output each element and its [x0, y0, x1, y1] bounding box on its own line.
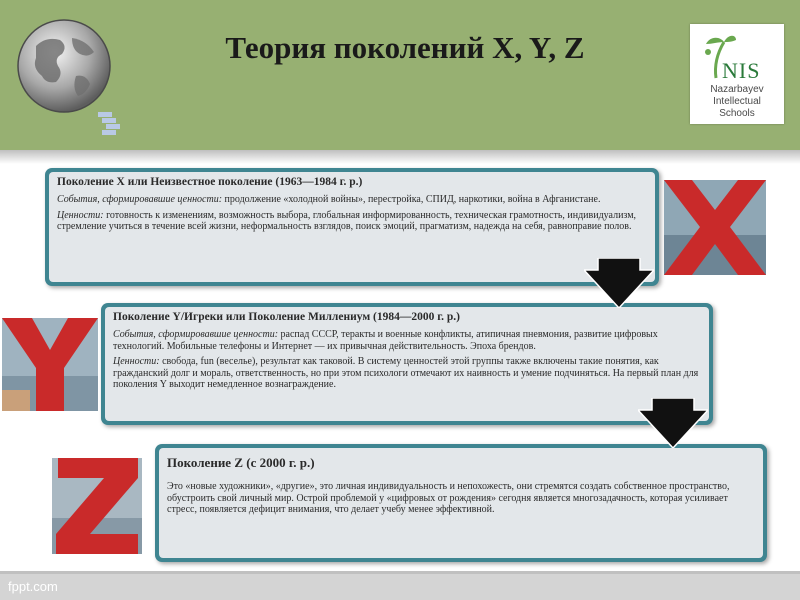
header-shadow [0, 150, 800, 164]
card-title: Поколение Y/Игреки или Поколение Миллениум (1984—2000 г. р.) [113, 311, 461, 323]
page-title: Теория поколений X, Y, Z [225, 30, 585, 65]
values-paragraph: Ценности: свобода, fun (веселье), результат как таковой. В систему ценностей этой группы также включены такие понятия, как гражданский долг и мораль, ответственность, но при этом психологи отмечают их наивность и умение подчиняться. На первый план для поколения Y выходит немедленное вознаграждение. [113, 356, 699, 390]
letter-z-image [52, 458, 142, 554]
card-generation-y [101, 303, 713, 425]
arrow-down-icon [584, 258, 654, 308]
nis-logo [690, 24, 784, 124]
description-paragraph: Это «новые художники», «другие», это личная индивидуальность и непохожесть, они стремятся создать собственное пространство, обустроить свой личный мир. Острой проблемой у «цифровых от рождения» сегодня является многозадачность, которая усиливает стресс, появляется дефицит внимания, что делает учебу менее эффективной. [167, 481, 730, 515]
events-paragraph: События, сформировавшие ценности: продолжение «холодной войны», перестройка, СПИД, наркотики, война в Афганистане. [57, 194, 601, 205]
logo-abbr: NIS [722, 58, 761, 83]
card-title: Поколение X или Неизвестное поколение (1963—1984 г. р.) [57, 176, 363, 188]
values-paragraph: Ценности: готовность к изменениям, возможность выбора, глобальная информированность, техническая грамотность, индивидуализм, стремление учиться в течение всей жизни, неформальность взглядов, поиск эмоций, прагматизм, надежда на себя, равноправие полов. [57, 209, 637, 232]
globe-icon [6, 16, 126, 141]
events-paragraph: События, сформировавшие ценности: распад СССР, теракты и военные конфликты, атипичная пневмония, развитие цифровых технологий. Мобильные телефоны и Интернет — их привычная действительность. Эпоха брендов. [113, 329, 658, 352]
card-generation-x [45, 168, 659, 286]
slide-footer [0, 574, 800, 600]
letter-y-image [2, 318, 98, 411]
arrow-down-icon [638, 398, 708, 448]
card-title: Поколение Z (с 2000 г. р.) [167, 455, 315, 470]
logo-name: Nazarbayev Intellectual Schools [710, 84, 764, 119]
footer-link[interactable]: fppt.com [8, 579, 58, 594]
card-generation-z [155, 444, 767, 562]
letter-x-image [664, 180, 766, 275]
